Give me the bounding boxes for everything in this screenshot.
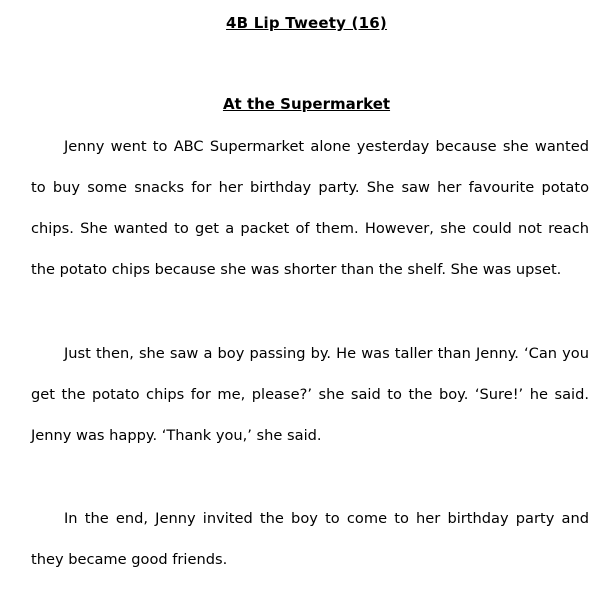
story-title: At the Supermarket (222, 95, 391, 113)
document-header-title: 4B Lip Tweety (16) (226, 14, 387, 32)
paragraph-2: Just then, she saw a boy passing by. He was taller than Jenny. ‘Can you get the potato chips for me, please?’ she said to the boy. ‘Sure!’ he said. Jenny was happy. ‘Thank you,’ she said. (31, 345, 589, 444)
paragraph-1: Jenny went to ABC Supermarket alone yesterday because she wanted to buy some snacks for her birthday party. She saw her favourite potato chips. She wanted to get a packet of them. However, she could not reach the potato chips because she was shorter than the shelf. She was upset. (31, 138, 589, 278)
paragraph-3: In the end, Jenny invited the boy to come to her birthday party and they became good friends. (31, 510, 589, 568)
